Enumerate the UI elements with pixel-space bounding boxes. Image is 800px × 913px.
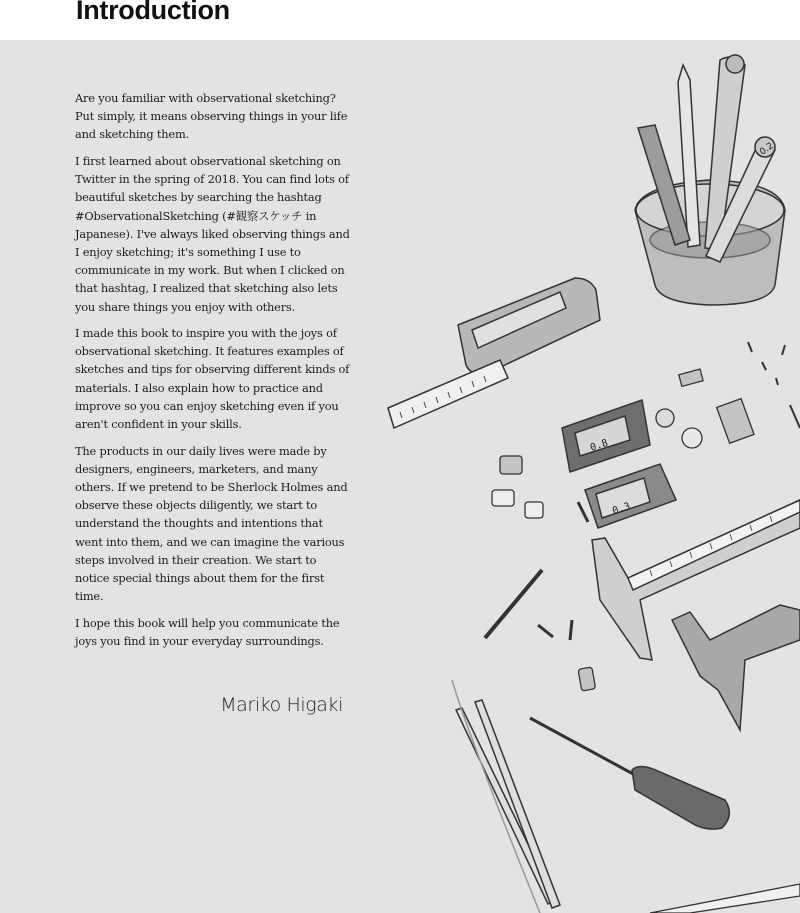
paragraph: The products in our daily lives were made by designers, engineers, marketers, and many others. If we pretend to be Sherlock Holmes and observe these objects diligently, we start to understand the thoughts and intentions that went into them, and we can imagine the various steps involved in their creation. We start to notice special things about them for the first time. bbox=[75, 443, 348, 604]
page-header bbox=[0, 0, 800, 40]
calipers-illustration bbox=[592, 500, 800, 730]
pen-cup-illustration bbox=[635, 55, 785, 305]
paragraph: I made this book to inspire you with the joys of observational sketching. It features examples of sketches and tips for observing different kinds of materials. I also explain how to practice and improve so you can enjoy sketching even if you aren't confident in your skills. bbox=[75, 326, 350, 432]
author-signature: Mariko Higaki bbox=[220, 694, 343, 716]
tape-measure-illustration bbox=[388, 278, 600, 428]
pencil-label: 0.2 bbox=[758, 141, 776, 158]
intro-body bbox=[75, 89, 350, 658]
display-value-1: 0.8 bbox=[588, 437, 610, 454]
display-value-2: 0.3 bbox=[611, 501, 632, 518]
tools-illustration bbox=[380, 40, 800, 913]
ruler-edge-illustration bbox=[650, 884, 800, 913]
page-title: Introduction bbox=[76, 0, 230, 25]
paragraph: Are you familiar with observational sketching? Put simply, it means observing things in your life and sketching them. bbox=[75, 91, 348, 142]
paragraph: I first learned about observational sketching on Twitter in the spring of 2018. You can find lots of beautiful sketches by searching the hashtag #ObservationalSketching (#観察スケッチ in Japanese). I've always liked observing things and I enjoy sketching; it's something I use to communicate in my work. But when I clicked on that hashtag, I realized that sketching also lets you share things you enjoy with others. bbox=[75, 153, 350, 314]
tweezers-illustration bbox=[452, 680, 560, 913]
screwdriver-illustration bbox=[530, 718, 729, 829]
paragraph: I hope this book will help you communicate the joys you find in your everyday surroundings. bbox=[75, 615, 340, 648]
